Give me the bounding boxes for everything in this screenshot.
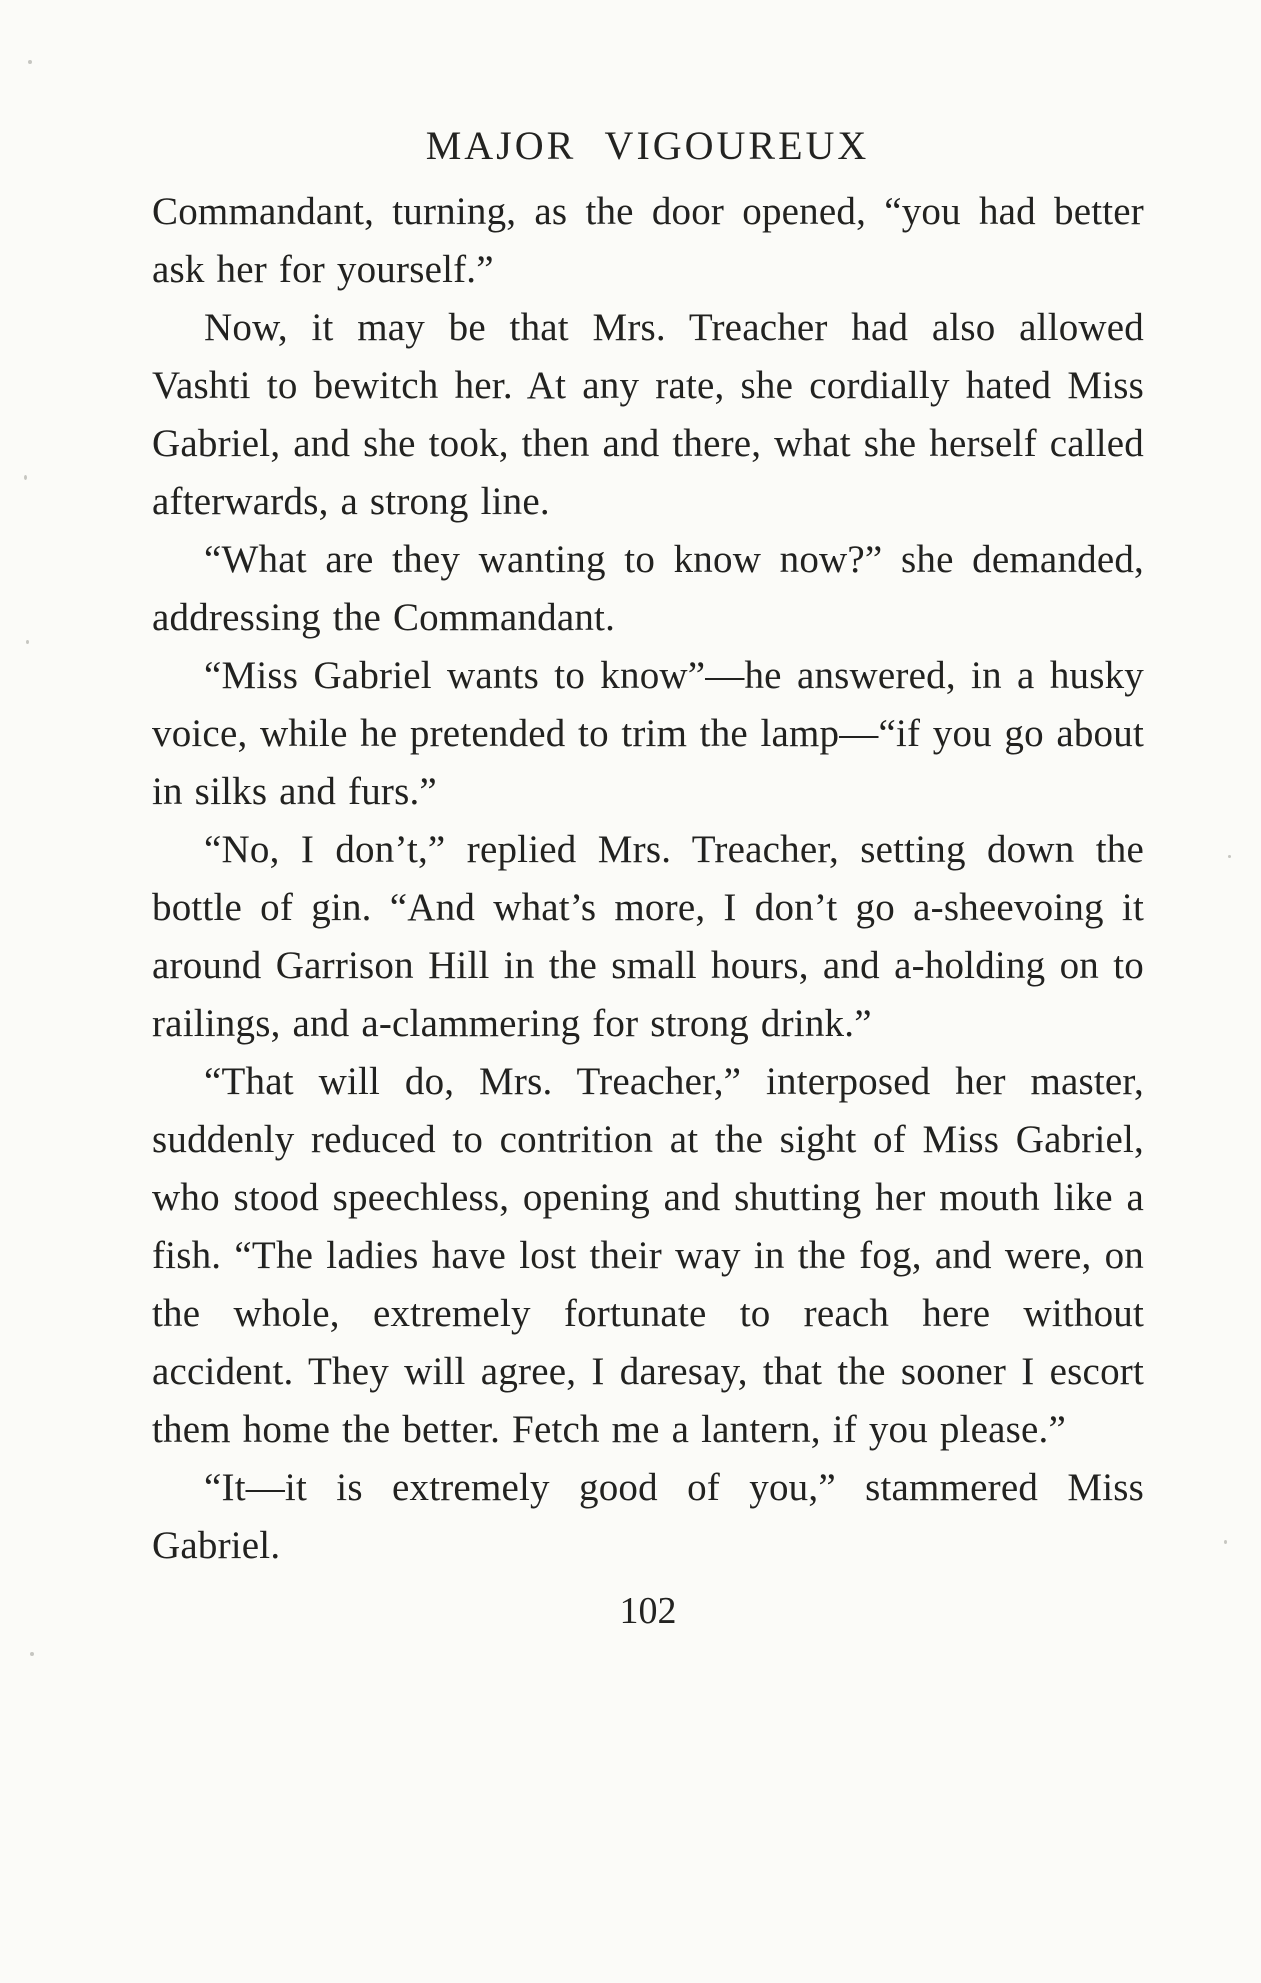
scan-speck bbox=[28, 60, 32, 64]
page-number: 102 bbox=[619, 1590, 677, 1632]
body-paragraph: “No, I don’t,” replied Mrs. Treacher, setting down the bottle of gin. “And what’s more, I don’t go a-sheevoing it around Garrison Hill in the small hours, and a-holding on to railings, and a-clammering for strong drink.” bbox=[152, 828, 1144, 1045]
body-paragraph: “It—it is extremely good of you,” stammered Miss Gabriel. bbox=[152, 1466, 1144, 1567]
body-paragraph: “Miss Gabriel wants to know”—he answered, in a husky voice, while he pretended to trim the lamp—“if you go about in silks and furs.” bbox=[152, 654, 1144, 813]
scan-speck bbox=[30, 1652, 34, 1656]
body-paragraph: Commandant, turning, as the door opened, “you had better ask her for yourself.” bbox=[152, 190, 1144, 291]
body-paragraph: “That will do, Mrs. Treacher,” interposed her master, suddenly reduced to contrition at the sight of Miss Gabriel, who stood speechless, opening and shutting her mouth like a fish. “The ladies have lost their way in the fog, and were, on the whole, extremely fortunate to reach here without accident. They will agree, I daresay, that the sooner I escort them home the better. Fetch me a lantern, if you please.” bbox=[152, 1060, 1144, 1451]
body-paragraph: “What are they wanting to know now?” she demanded, addressing the Commandant. bbox=[152, 538, 1144, 639]
scan-speck bbox=[26, 640, 29, 644]
scan-speck bbox=[24, 475, 27, 480]
running-head: MAJOR VIGOUREUX bbox=[425, 123, 870, 168]
page-body bbox=[152, 183, 1144, 1575]
scan-speck bbox=[1228, 855, 1231, 858]
body-paragraph: Now, it may be that Mrs. Treacher had also allowed Vashti to bewitch her. At any rate, she cordially hated Miss Gabriel, and she took, then and there, what she herself called afterwards, a strong line. bbox=[152, 306, 1144, 523]
scan-speck bbox=[1224, 1540, 1227, 1544]
